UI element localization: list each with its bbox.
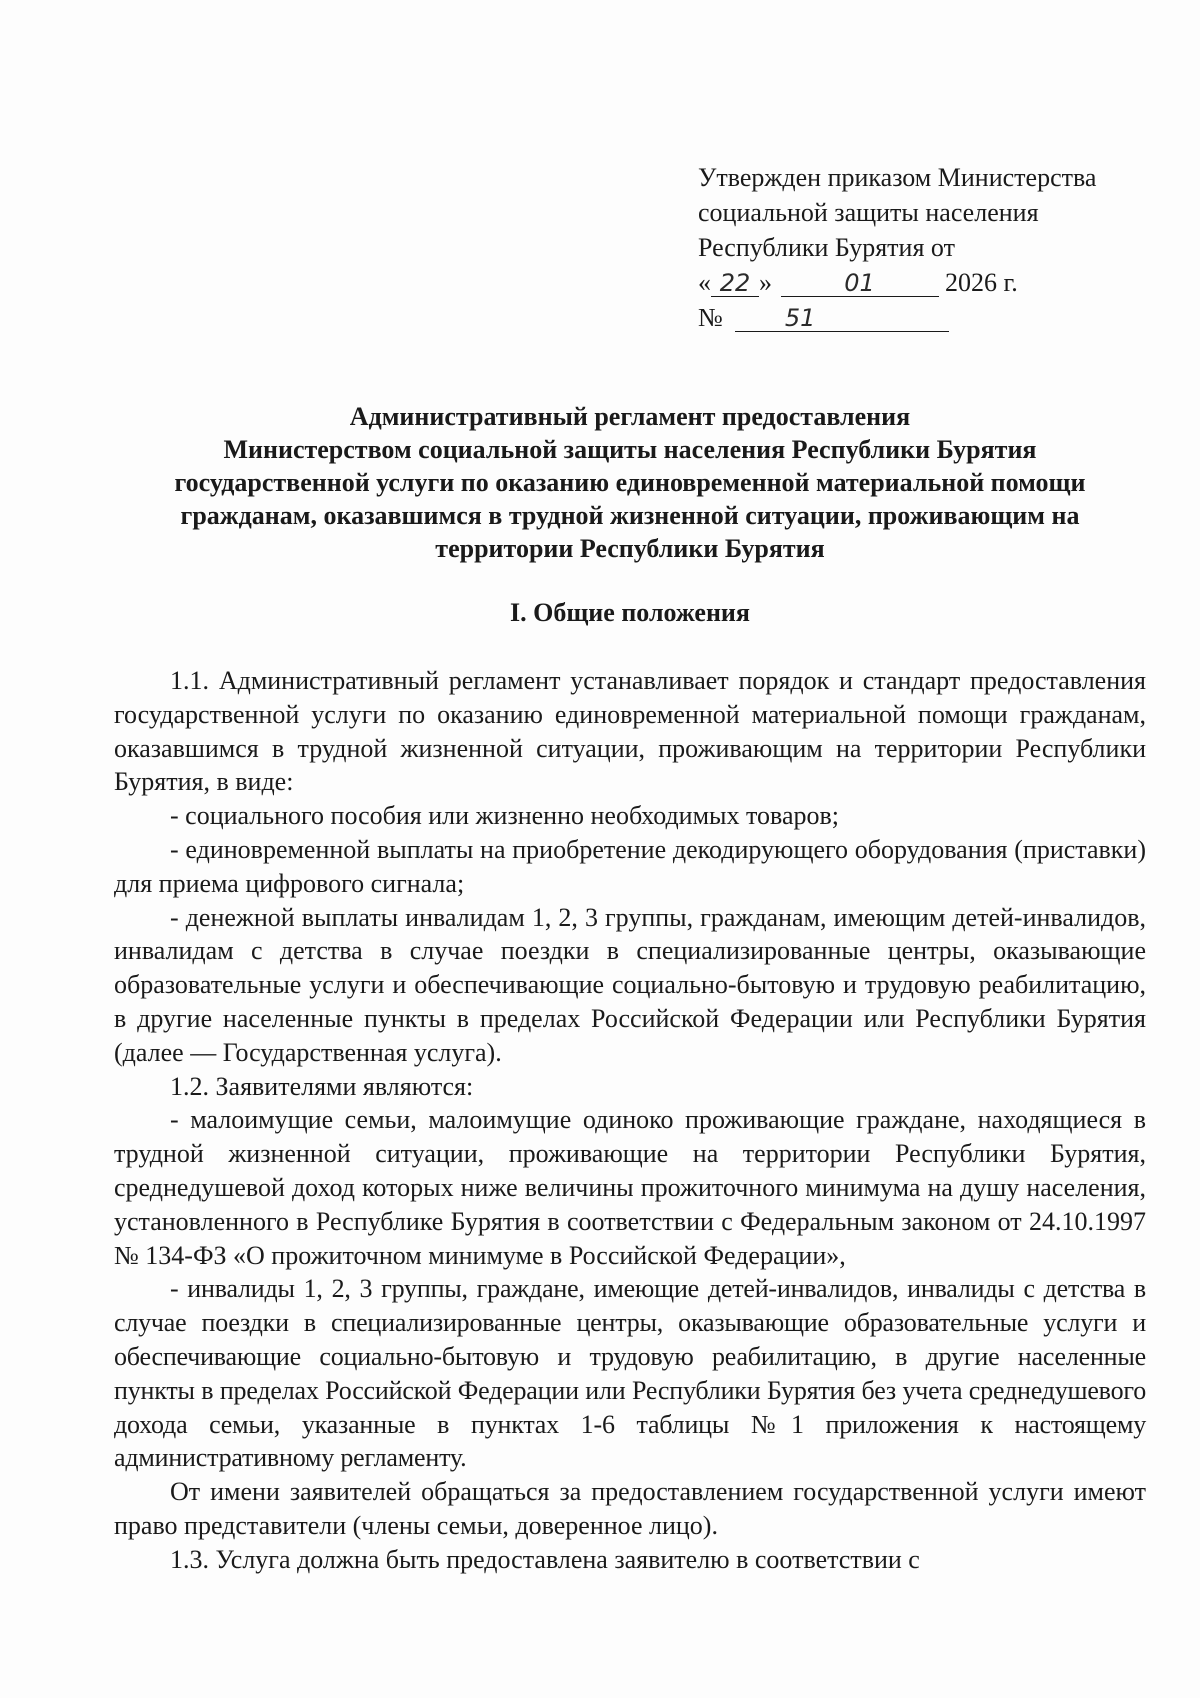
title-line-2: Министерством социальной защиты населения Республики Бурятия [223,435,1037,464]
approval-line-2: социальной защиты населения [698,198,1039,227]
handwritten-day: 22 [711,270,759,297]
approval-line-3: Республики Бурятия от [698,233,955,262]
title-line-1: Административный регламент предоставления [349,402,911,431]
list-item-low-income: - малоимущие семьи, малоимущие одиноко проживающие граждане, находящиеся в трудной жизненной ситуации, проживающие на территории Республики Бурятия, среднедушевой доход которых ниже величины прожиточного минимума на душу населения, установленного в Республике Бурятия в соответствии с Федеральным законом от 24.10.1997 № 134-ФЗ «О прожиточном минимуме в Российской Федерации», [114,1105,1146,1270]
title-line-3: государственной услуги по оказанию единовременной материальной помощи [174,468,1086,497]
title-line-5: территории Республики Бурятия [435,534,825,563]
approval-line-1: Утвержден приказом Министерства [698,163,1097,192]
list-item-decoder: - единовременной выплаты на приобретение декодирующего оборудования (приставки) для приема цифрового сигнала; [114,834,1146,898]
paragraph-representatives: От имени заявителей обращаться за предоставлением государственной услуги имеют право представители (члены семьи, доверенное лицо). [114,1477,1146,1540]
document-title [110,400,1150,565]
approval-number-line [698,300,1138,335]
list-item-disabled: - инвалиды 1, 2, 3 группы, граждане, имеющие детей-инвалидов, инвалиды с детства в случае поездки в специализированные центры, оказывающие образовательные услуги и обеспечивающие социально-бытовую и трудовую реабилитацию, в другие населенные пункты в пределах Российской Федерации или Республики Бурятия без учета среднедушевого дохода семьи, указанные в пунктах 1-6 таблицы №1 приложения к настоящему административному регламенту. [114,1274,1146,1473]
approval-block [698,160,1138,335]
paragraph-1-3: 1.3. Услуга должна быть предоставлена заявителю в соответствии с [170,1544,920,1574]
paragraph-1-2: 1.2. Заявителями являются: [170,1071,474,1101]
section-heading: I. Общие положения [510,598,750,627]
number-label: № [698,303,723,332]
approval-date-line [698,265,1138,300]
document-body [114,664,1146,1577]
title-line-4: гражданам, оказавшимся в трудной жизненной ситуации, проживающим на [180,501,1080,530]
handwritten-number: 51 [735,305,949,332]
list-item-benefit: - социального пособия или жизненно необходимых товаров; [170,801,840,831]
date-open-quote: « [698,268,711,297]
date-close-quote: » [759,268,772,297]
paragraph-1-1: 1.1. Административный регламент устанавливает порядок и стандарт предоставления государственной услуги по оказанию единовременной материальной помощи гражданам, оказавшимся в трудной жизненной ситуации, проживающим на территории Республики Бурятия, в виде: [114,666,1146,797]
list-item-travel-payment: - денежной выплаты инвалидам 1, 2, 3 группы, гражданам, имеющим детей-инвалидов, инвалидам с детства в случае поездки в специализированные центры, оказывающие образовательные услуги и обеспечивающие социально-бытовую и трудовую реабилитацию, в другие населенные пункты в пределах Российской Федерации или Республики Бурятия (далее — Государственная услуга). [114,902,1146,1067]
date-year: 2026 г. [945,268,1018,297]
handwritten-month: 01 [781,270,939,297]
